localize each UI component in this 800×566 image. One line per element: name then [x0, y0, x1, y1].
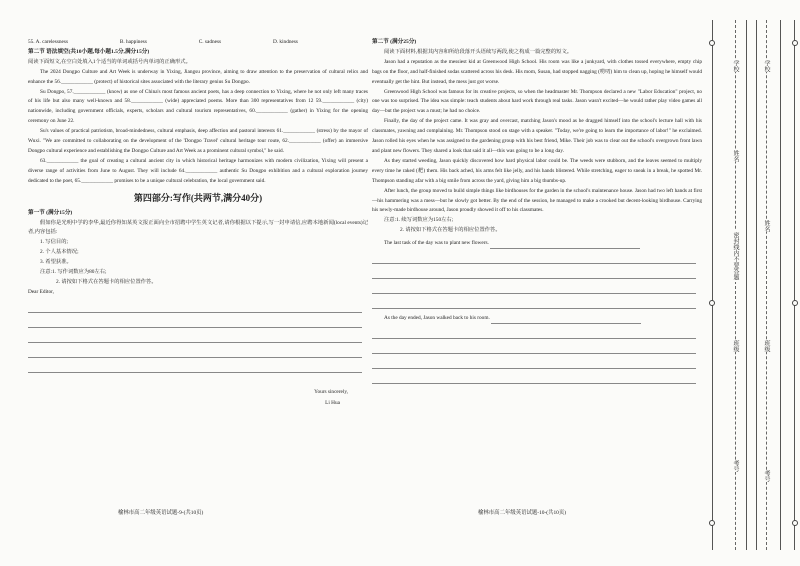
- margin-label-name: 姓名: [763, 220, 770, 232]
- writing1-point: 3. 希望获准。: [40, 259, 72, 266]
- passage-paragraph: Su's values of practical patriotism, broad-mindedness, cultural emphasis, deep affection and pastoral interests 61.____________ (stress) by the mayor of Wuxi. "We are committed to collaborating on the development of the 'Dongpo Travel' cultural heritage tour route, 62.____________ (offer) an immersive Dongpo cultural experience and establishing the Dongpo Culture and Art Week as a prominent cultural symbol," he said.: [28, 128, 368, 154]
- left-footer: 榆林市高二年级英语试题-9-(共10页): [118, 510, 204, 516]
- seal-warning: 密封线内不要答题: [732, 232, 739, 280]
- answer-line[interactable]: [28, 328, 362, 343]
- margin-label-class: 班级: [763, 340, 770, 352]
- margin-label-name: 姓名: [732, 150, 739, 162]
- grammar-section-title: 第二节 语法填空(共10小题,每小题1.5分,满分15分): [28, 48, 150, 55]
- story-paragraph: Greenwood High School was famous for its creative projects, so when the headmaster Mr. Thompson declared a new "Labor Education" project, no one was too surprised. The idea was simple: teach students about hard work through real tasks. Jason wasn't excited—he would rather play video games all day—but the project was a must; he had no choice.: [372, 88, 702, 115]
- continuation-instructions: 阅读下面材料,根据其内容和所给段落开头语续写两段,使之构成一篇完整的短文。: [384, 48, 573, 55]
- binding-hole-icon: [709, 40, 715, 46]
- margin-line: [780, 20, 781, 550]
- answer-line[interactable]: [372, 264, 696, 279]
- paragraph1-start-text: The last task of the day was to plant new flowers.: [384, 240, 489, 247]
- answer-line[interactable]: [372, 339, 696, 354]
- answer-line[interactable]: [372, 369, 696, 384]
- story-paragraph: Jason had a reputation as the messiest kid at Greenwood High School. His room was like a junkyard, with clothes tossed everywhere, empty chip bags on the floor, and half-finished sodas scattered across his desk. His mom, Susan, had stopped nagging (唠叨) him to clean up, hoping he himself would eventually get the hint. But instead, the mess just got worse.: [372, 58, 702, 85]
- paragraph2-start: [372, 314, 702, 324]
- letter-signer: Li Hua: [325, 399, 340, 406]
- answer-line[interactable]: [372, 294, 696, 309]
- part4-title: 第四部分:写作(共两节,满分40分): [133, 192, 263, 203]
- left-page: [28, 38, 368, 409]
- margin-label-school: 学校: [732, 60, 739, 72]
- story-paragraph: As they started weeding, Jason quickly discovered how hard physical labor could be. The weeds were stubborn, and the leaves seemed to multiply every time he raked (耙) them. His back ached, his arms felt like jelly, and his hands blistered. While stretching, eager to sneak in a break, he spotted Mr. Thompson standing afar with a big smile from across the yard, giving him a big thumbs-up.: [372, 157, 702, 184]
- writing1-point: 2. 个人基本情况;: [40, 249, 79, 256]
- continuation-title: 第二节 (满分25分): [372, 39, 417, 45]
- margin-line: [746, 20, 747, 550]
- margin-line: [712, 20, 713, 550]
- writing1-instructions: 假如你是光明中学的李华,最近你得知某英文报正面向全市招聘中学生英文记者,请你根据以下提示,写一封申请信,应聘本地新闻(local events)记者,内容包括:: [28, 219, 368, 236]
- answer-line[interactable]: [490, 240, 640, 249]
- binding-hole-icon: [792, 300, 798, 306]
- answer-line[interactable]: [28, 298, 362, 313]
- writing1-note: 注意:1. 写作词数应为80左右;: [40, 269, 107, 276]
- right-footer: 榆林市高二年级英语试题-10-(共10页): [478, 510, 567, 516]
- margin-label-school: 学校: [763, 60, 770, 72]
- passage-paragraph: 63.____________ the goal of creating a cultural ancient city in which historical heritage harmonizes with modern civilization, Yixing will present a diverse range of activities from June to August. They will include 64.____________ authentic Su Dongpo exhibition and a cultural exploration journey dedicated to the poet, 65.____________ promises to be a unique cultural celebration, the local government said.: [28, 157, 368, 184]
- grammar-instructions: 阅读下面短文,在空白处填入1个适当的单词或括号内单词的正确形式。: [28, 58, 191, 65]
- binding-hole-icon: [709, 520, 715, 526]
- answer-line[interactable]: [28, 358, 362, 373]
- paragraph2-start-text: As the day ended, Jason walked back to his room.: [384, 315, 490, 322]
- answer-line[interactable]: [28, 313, 362, 328]
- right-page: [372, 38, 702, 384]
- answer-line[interactable]: [491, 315, 641, 324]
- writing1-note: 2. 请按如下格式在答题卡的相应位置作答。: [56, 278, 157, 285]
- paragraph1-start: [372, 239, 702, 249]
- q55-option-c: C. sadness: [198, 39, 222, 45]
- margin-line: [794, 20, 795, 550]
- passage-paragraph: The 2024 Dongpo Culture and Art Week is underway in Yixing, Jiangsu province, aiming to draw attention to the preservation of cultural relics and enhance the 56.____________ (protect) of historical sites associated with the literary genius Su Dongpo.: [28, 68, 368, 85]
- continuation-note: 注意:1. 续写词数应为150左右;: [384, 217, 454, 224]
- margin-line: [756, 20, 757, 550]
- story-paragraph: After lunch, the group moved to build simple things like birdhouses for the garden in the school's maintenance house. Jason had two left hands at first—his hammering was a mess—but he slowly got better. By the end of the session, he managed to make a crooked but decent-looking birdhouse. Carrying his newly-made birdhouse around, Jason proudly showed it off to his classmates.: [372, 187, 702, 214]
- answer-line[interactable]: [372, 279, 696, 294]
- margin-label-id: 考号: [732, 460, 739, 472]
- story-paragraph: Finally, the day of the project came. It was gray and overcast, matching Jason's mood as he dragged himself into the school's lecture hall with his classmates, yawning and complaining. Mr. Thompson stood on stage with a speaker. "Today, we're going to learn the importance of labor!" he exclaimed. Jason rolled his eyes when he was assigned to the gardening group with his best friend, Mike. Their job was to clear out the school's overgrown front lawn and plant new flowers. They shared a look that said it all—this was going to be a long day.: [372, 118, 702, 154]
- writing1-title: 第一节 (满分15分): [28, 209, 73, 216]
- answer-line[interactable]: [372, 354, 696, 369]
- margin-label-class: 班级: [732, 340, 739, 352]
- continuation-note: 2. 请按如下格式在答题卡的相应位置作答。: [400, 227, 501, 234]
- binding-hole-icon: [792, 40, 798, 46]
- binding-hole-icon: [792, 520, 798, 526]
- binding-margin: [708, 20, 800, 550]
- answer-line[interactable]: [372, 324, 696, 339]
- q55-option-a: 55. A. carelessness: [28, 39, 69, 45]
- letter-closing: Yours sincerely,: [314, 388, 348, 395]
- passage-paragraph: Su Dongpo, 57.____________ (know) as one of China's most famous ancient poets, has a deep connection to Yixing, where he not only left many traces of his life but also many well-known and 58.____________ (wide) appreciated poems. More than 300 representatives from 12 59.____________ (city) nationwide, including government officials, experts, scholars and cultural tourism representatives, 60.____________ (gather) in Yixing for the opening ceremony on June 22.: [28, 88, 368, 125]
- answer-line[interactable]: [28, 343, 362, 358]
- writing1-point: 1. 写信目的;: [40, 239, 68, 246]
- question-55: [28, 38, 298, 48]
- binding-hole-icon: [709, 300, 715, 306]
- letter-greeting: Dear Editor,: [28, 288, 54, 295]
- q55-option-d: D. kindness: [272, 39, 298, 45]
- margin-label-id: 考号: [763, 470, 770, 482]
- q55-option-b: B. happiness: [119, 39, 147, 45]
- answer-line[interactable]: [372, 249, 696, 264]
